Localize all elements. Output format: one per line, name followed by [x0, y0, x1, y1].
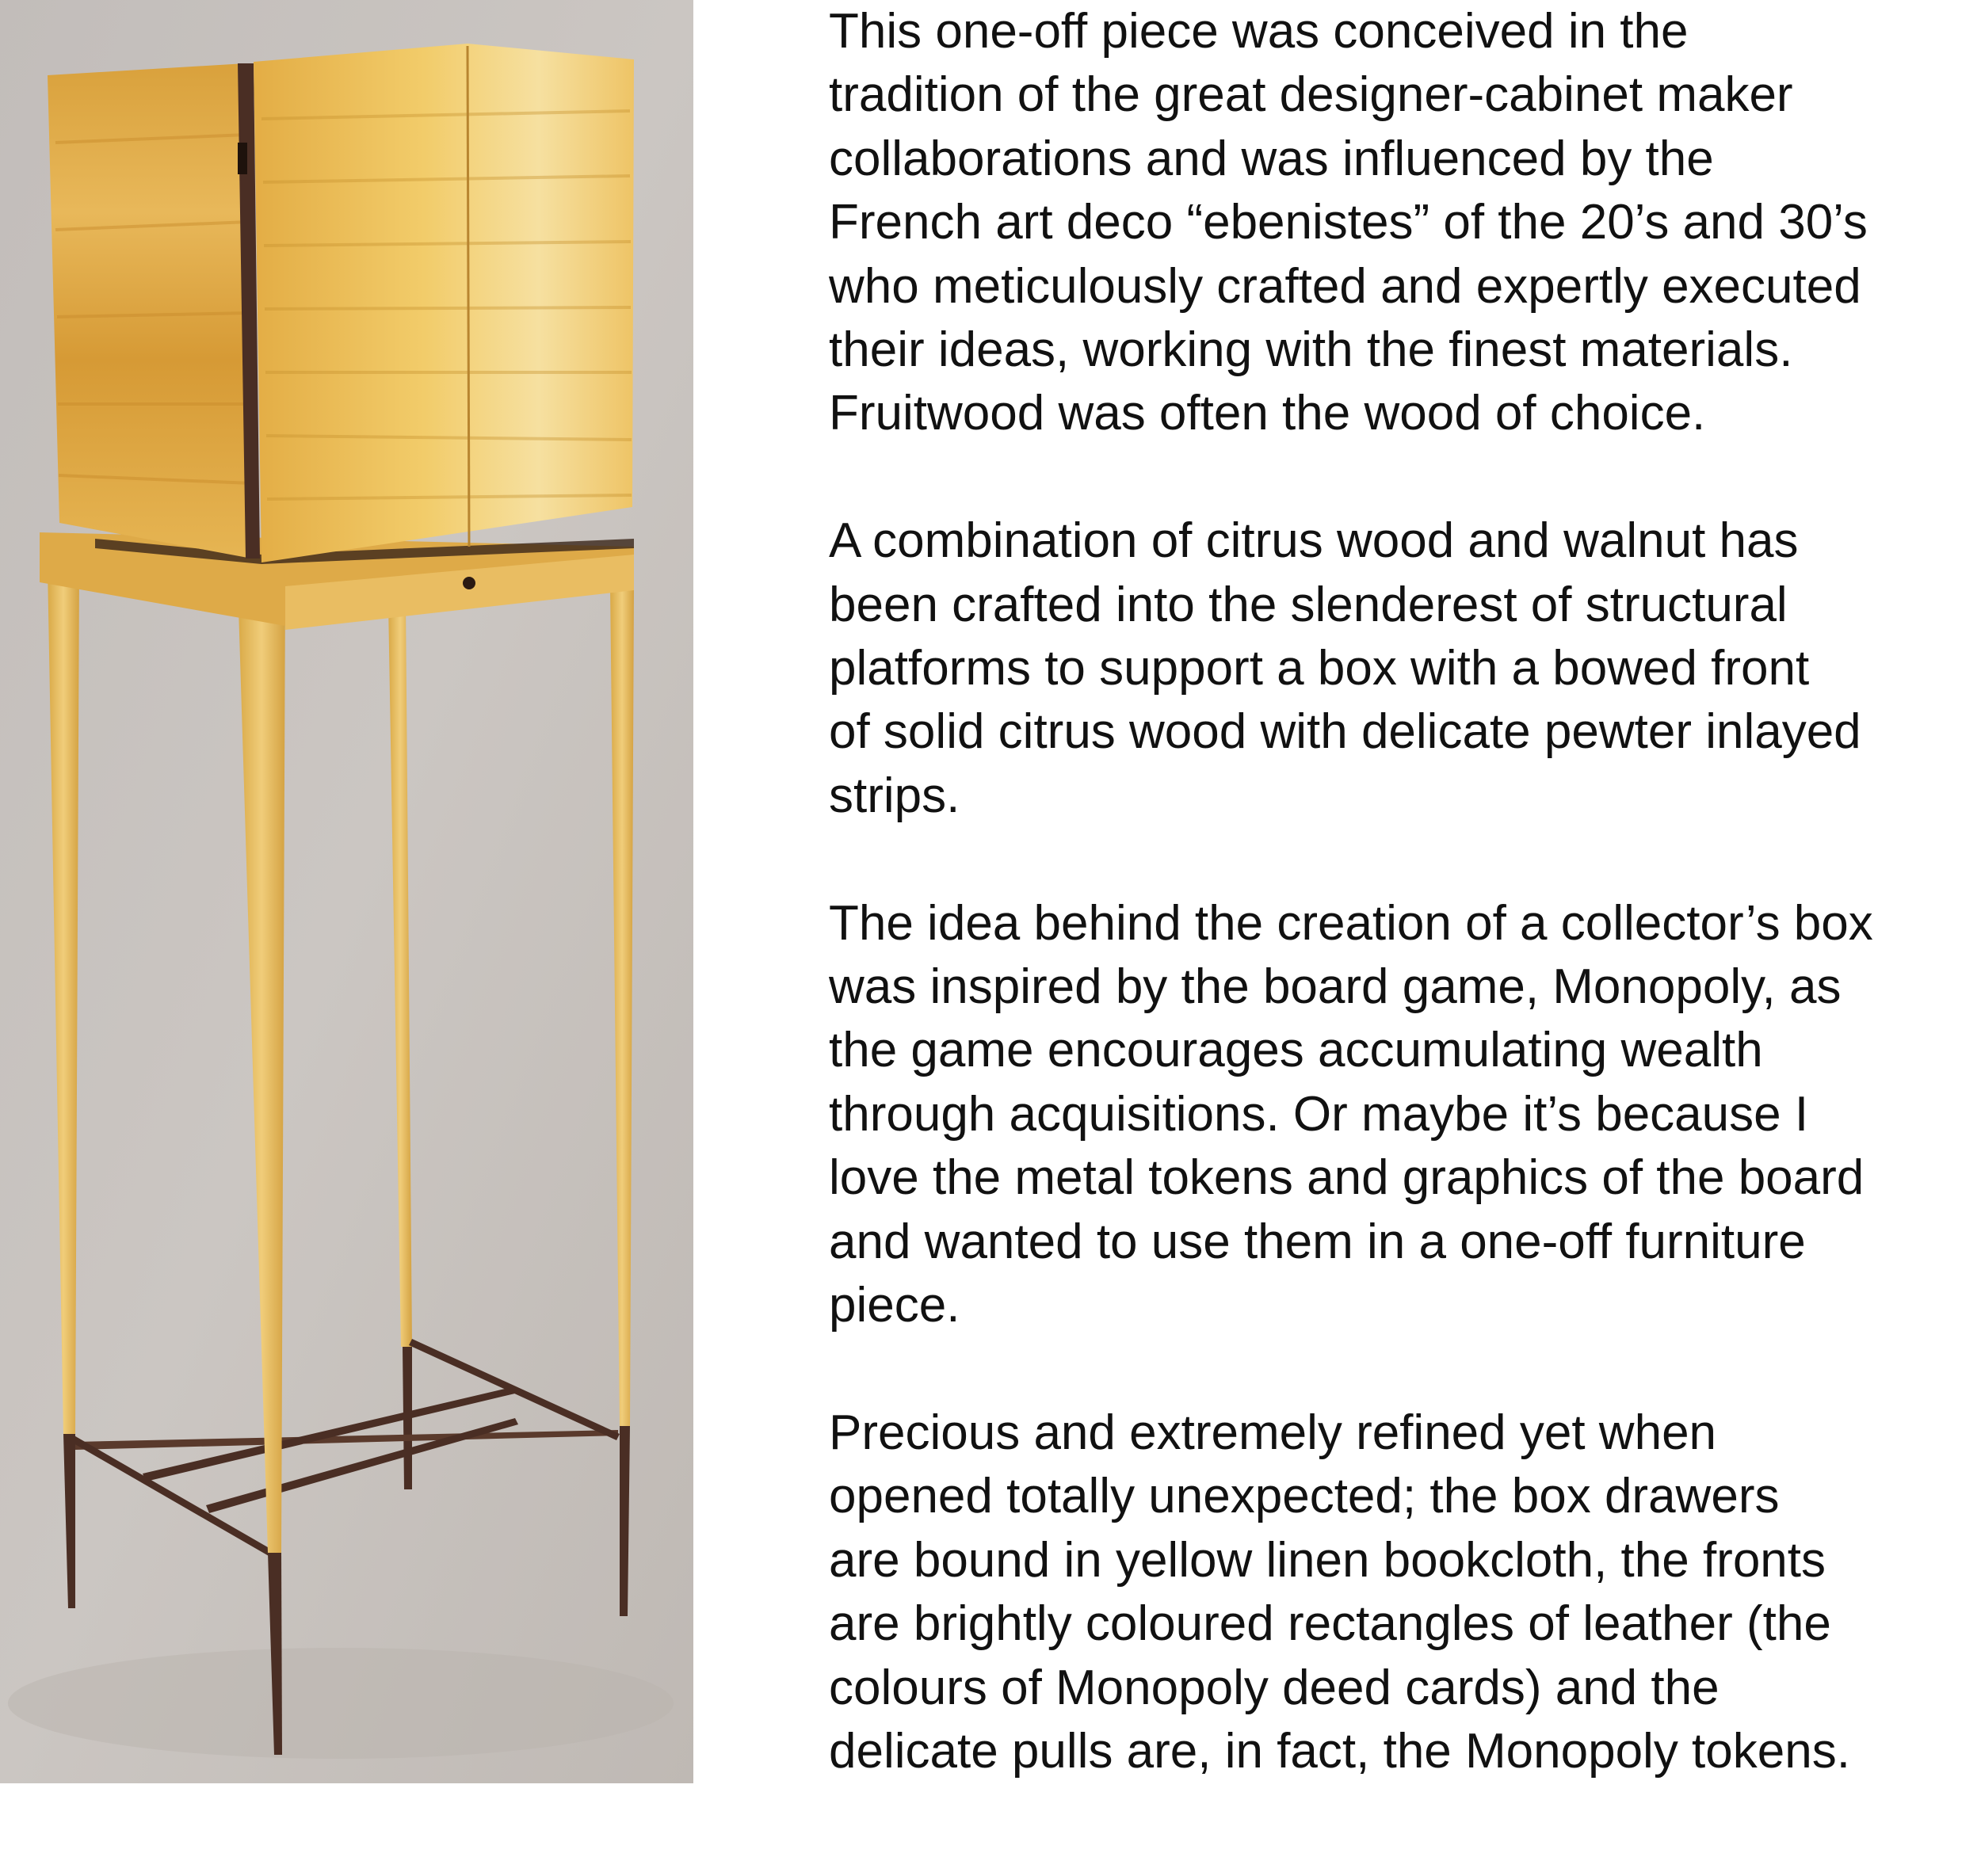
paragraph-line: are bound in yellow linen bookcloth, the fronts: [829, 1532, 1826, 1588]
paragraph-line: who meticulously crafted and expertly executed: [829, 258, 1861, 314]
description-text: [829, 0, 1981, 1783]
paragraph-line: delicate pulls are, in fact, the Monopoly tokens.: [829, 1723, 1850, 1779]
paragraph-3: [829, 892, 1981, 1338]
cabinet-photo: [0, 0, 693, 1783]
paragraph-line: love the metal tokens and graphics of the board: [829, 1150, 1865, 1206]
paragraph-1: [829, 0, 1981, 446]
paragraph-line: are brightly coloured rectangles of leather (the: [829, 1596, 1831, 1652]
paragraph-line: opened totally unexpected; the box drawers: [829, 1469, 1780, 1524]
paragraph-line: was inspired by the board game, Monopoly, as: [829, 959, 1842, 1015]
paragraph-line: piece.: [829, 1278, 960, 1333]
paragraph-line: The idea behind the creation of a collector’s box: [829, 895, 1873, 951]
paragraph-gap: [829, 828, 1981, 891]
paragraph-line: A combination of citrus wood and walnut has: [829, 513, 1799, 569]
paragraph-line: of solid citrus wood with delicate pewter inlayed: [829, 704, 1861, 760]
paragraph-line: been crafted into the slenderest of structural: [829, 577, 1788, 632]
paragraph-gap: [829, 1338, 1981, 1401]
paragraph-line: This one-off piece was conceived in the: [829, 4, 1689, 59]
paragraph-line: Fruitwood was often the wood of choice.: [829, 386, 1706, 441]
paragraph-line: colours of Monopoly deed cards) and the: [829, 1660, 1720, 1715]
paragraph-line: and wanted to use them in a one-off furniture: [829, 1214, 1806, 1269]
paragraph-line: strips.: [829, 768, 960, 823]
paragraph-line: French art deco “ebenistes” of the 20’s and 30’s: [829, 195, 1868, 250]
paragraph-line: the game encourages accumulating wealth: [829, 1023, 1763, 1078]
paragraph-line: Precious and extremely refined yet when: [829, 1405, 1717, 1460]
paragraph-gap: [829, 446, 1981, 509]
paragraph-2: [829, 509, 1981, 828]
paragraph-line: platforms to support a box with a bowed front: [829, 641, 1810, 696]
paragraph-line: collaborations and was influenced by the: [829, 131, 1714, 186]
paragraph-line: tradition of the great designer-cabinet maker: [829, 67, 1793, 123]
cabinet-illustration: [0, 0, 693, 1783]
paragraph-4: [829, 1401, 1981, 1783]
paragraph-line: through acquisitions. Or maybe it’s because I: [829, 1086, 1809, 1142]
paragraph-line: their ideas, working with the finest materials.: [829, 322, 1793, 378]
